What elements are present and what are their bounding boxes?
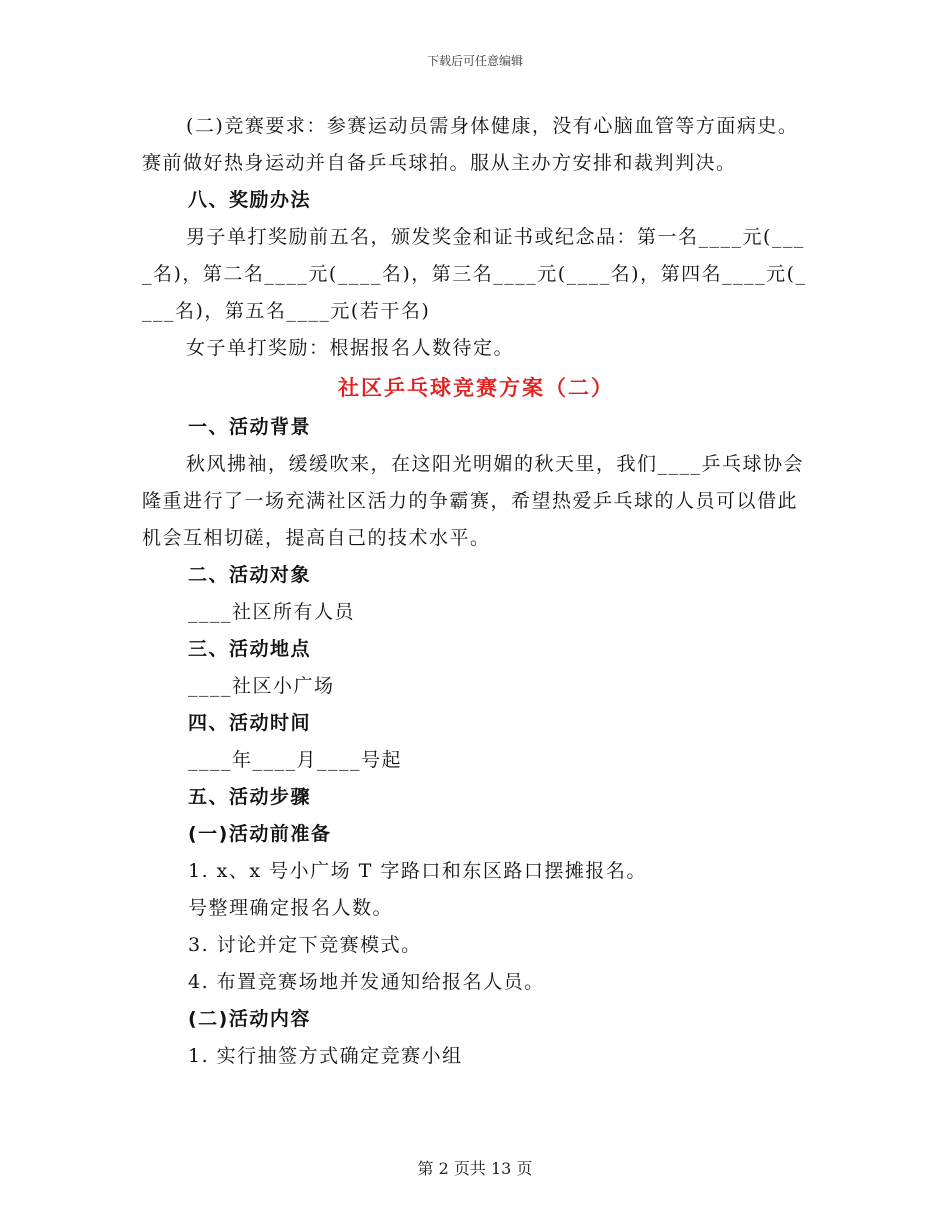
- audience-paragraph: ____社区所有人员: [188, 601, 356, 623]
- subheading-content: (二)活动内容: [188, 1008, 311, 1030]
- document-body: [142, 108, 810, 1075]
- content-item-1: 1. 实行抽签方式确定竞赛小组: [188, 1045, 463, 1067]
- subheading-preparation: (一)活动前准备: [188, 823, 332, 845]
- section-heading-background: 一、活动背景: [188, 416, 312, 438]
- page-header: 下载后可任意编辑: [426, 54, 523, 68]
- step-item-1: 1. x、x 号小广场 T 字路口和东区路口摆摊报名。: [188, 860, 647, 882]
- women-singles-rewards-paragraph: 女子单打奖励：根据报名人数待定。: [186, 337, 515, 359]
- background-paragraph: 秋风拂袖，缓缓吹来，在这阳光明媚的秋天里，我们____乒乓球协会隆重进行了一场充满社区活力的争霸赛，希望热爱乒乓球的人员可以借此机会互相切磋，提高自己的技术水平。: [142, 453, 805, 549]
- men-singles-rewards-paragraph: 男子单打奖励前五名，颁发奖金和证书或纪念品：第一名____元(____名)，第二名____元(____名)，第三名____元(____名)，第四名____元(____名)，第五名____元(若干名): [142, 226, 807, 322]
- page-footer: 第 2 页共 13 页: [417, 1159, 533, 1178]
- step-item-2: 号整理确定报名人数。: [188, 897, 394, 919]
- section-heading-rewards: 八、奖励办法: [188, 189, 312, 211]
- location-paragraph: ____社区小广场: [188, 675, 335, 697]
- time-paragraph: ____年____月____号起: [188, 749, 403, 771]
- document-title: 社区乒乓球竞赛方案（二）: [338, 376, 614, 400]
- section-heading-audience: 二、活动对象: [188, 564, 312, 586]
- section-heading-time: 四、活动时间: [188, 712, 312, 734]
- section-heading-location: 三、活动地点: [188, 638, 312, 660]
- section-heading-steps: 五、活动步骤: [188, 786, 312, 808]
- step-item-3: 3. 讨论并定下竞赛模式。: [188, 934, 422, 956]
- competition-requirements-paragraph: (二)竞赛要求：参赛运动员需身体健康，没有心脑血管等方面病史。赛前做好热身运动并自备乒乓球拍。服从主办方安排和裁判判决。: [142, 115, 799, 174]
- step-item-4: 4. 布置竞赛场地并发通知给报名人员。: [188, 971, 545, 993]
